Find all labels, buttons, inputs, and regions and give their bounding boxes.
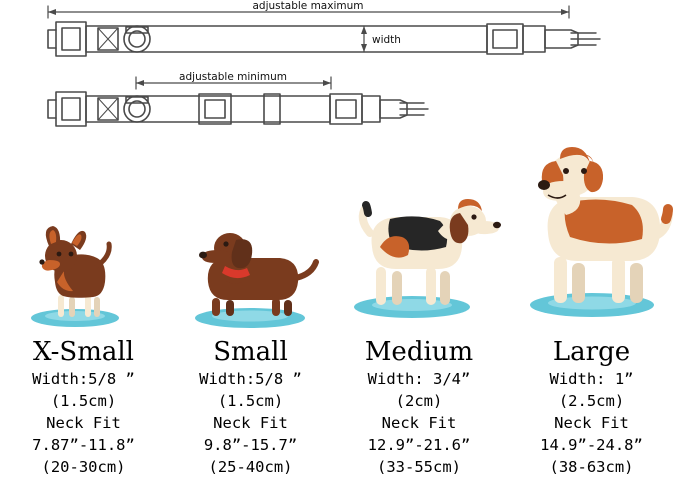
size-spec bbox=[368, 368, 471, 482]
spec-line: Width: 1” bbox=[549, 370, 634, 388]
spec-line: 12.9”-21.6” bbox=[367, 436, 471, 454]
spec-line: (1.5cm) bbox=[217, 392, 284, 410]
size-title: X-Small bbox=[33, 337, 134, 367]
size-columns bbox=[0, 152, 679, 482]
label-adjustable-maximum: adjustable maximum bbox=[252, 0, 364, 12]
spec-line: (38-63cm) bbox=[549, 458, 634, 476]
spec-line: 9.8”-15.7” bbox=[203, 436, 298, 454]
size-spec bbox=[32, 368, 135, 482]
dog-illustration-wrap bbox=[334, 155, 504, 335]
beagle-illustration bbox=[334, 155, 504, 335]
spec-line: Width:5/8 ” bbox=[32, 370, 135, 388]
dog-illustration-wrap bbox=[504, 145, 679, 335]
spec-line: (25-40cm) bbox=[208, 458, 293, 476]
collar-diagrams bbox=[0, 0, 679, 150]
spec-line: Width: 3/4” bbox=[367, 370, 471, 388]
spec-line: (1.5cm) bbox=[50, 392, 117, 410]
size-title: Small bbox=[213, 337, 288, 367]
spec-line: (2.5cm) bbox=[558, 392, 625, 410]
spec-line: Neck Fit bbox=[213, 414, 288, 432]
size-column-medium bbox=[334, 152, 504, 482]
label-adjustable-minimum: adjustable minimum bbox=[179, 71, 287, 83]
size-title: Medium bbox=[364, 337, 474, 367]
chihuahua-illustration bbox=[9, 170, 159, 335]
spec-line: 14.9”-24.8” bbox=[540, 436, 643, 454]
spec-line: Neck Fit bbox=[381, 414, 457, 432]
size-spec bbox=[199, 368, 302, 482]
spec-line: Neck Fit bbox=[554, 414, 629, 432]
spec-line: 7.87”-11.8” bbox=[32, 436, 135, 454]
dog-illustration-wrap bbox=[0, 170, 167, 335]
spec-line: (2cm) bbox=[395, 392, 443, 410]
spec-line: (20-30cm) bbox=[41, 458, 126, 476]
size-title: Large bbox=[552, 337, 631, 367]
dachshund-illustration bbox=[168, 170, 333, 335]
spec-line: Neck Fit bbox=[46, 414, 121, 432]
saint-bernard-illustration bbox=[504, 145, 679, 335]
width-dimension bbox=[361, 26, 367, 52]
label-width: width bbox=[372, 34, 401, 46]
dog-illustration-wrap bbox=[167, 170, 334, 335]
size-column-large bbox=[504, 152, 679, 482]
size-spec bbox=[540, 368, 643, 482]
spec-line: (33-55cm) bbox=[377, 458, 461, 476]
spec-line: Width:5/8 ” bbox=[199, 370, 302, 388]
size-column-x-small bbox=[0, 152, 167, 482]
size-column-small bbox=[167, 152, 334, 482]
